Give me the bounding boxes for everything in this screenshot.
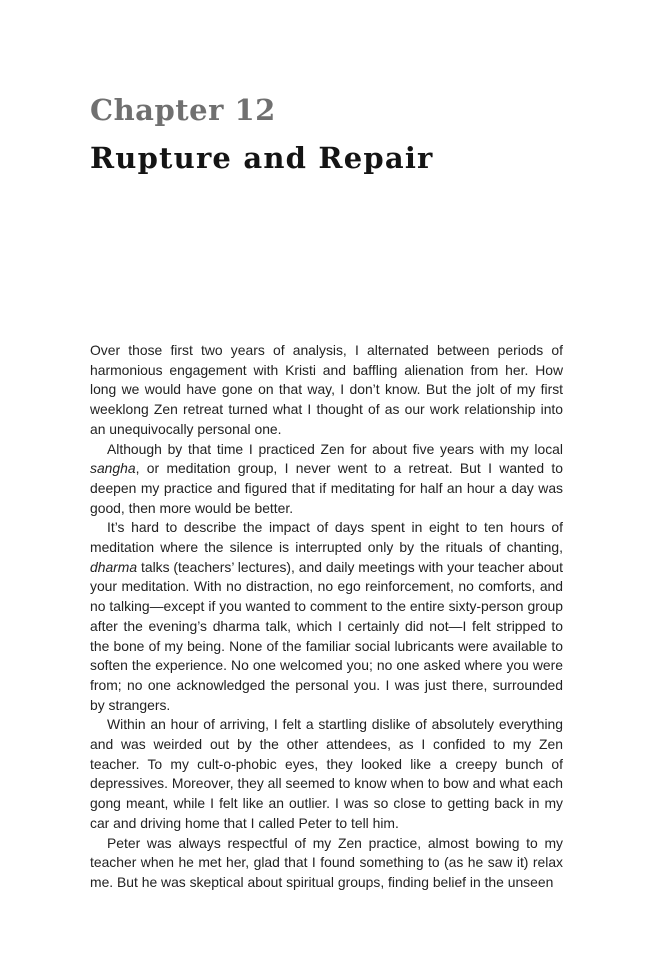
chapter-body bbox=[90, 341, 563, 893]
body-paragraph bbox=[90, 440, 563, 519]
body-paragraph bbox=[90, 518, 563, 715]
chapter-number: Chapter 12 bbox=[90, 93, 276, 127]
body-paragraph bbox=[90, 834, 563, 893]
text-run: Over those first two years of analysis, I alternated between periods of harmonious engagement with Kristi and baffling alienation from her. How long we would have gone on that way, I don’t know. But the jolt of my first weeklong Zen retreat turned what I thought of as our work relationship into an unequivocally personal one. bbox=[90, 342, 563, 437]
text-run: Peter was always respectful of my Zen practice, almost bowing to my teacher when he met her, glad that I found something to (as he saw it) relax me. But he was skeptical about spiritual groups, finding belief in the unseen bbox=[90, 834, 563, 890]
text-run: Within an hour of arriving, I felt a startling dislike of absolutely everything and was weirded out by the other attendees, as I confided to my Zen teacher. To my cult-o-phobic eyes, they looked like a creepy bunch of depressives. Moreover, they all seemed to know when to bow and what each gong meant, while I felt like an outlier. I was so close to getting back in my car and driving home that I called Peter to tell him. bbox=[90, 716, 563, 831]
italic-term: sangha bbox=[90, 460, 136, 477]
text-run: It’s hard to describe the impact of days spent in eight to ten hours of meditation where the silence is interrupted only by the rituals of chanting, bbox=[90, 519, 563, 556]
body-paragraph bbox=[90, 341, 563, 440]
text-run: Although by that time I practiced Zen for about five years with my local bbox=[107, 440, 563, 457]
italic-term: dharma bbox=[90, 558, 138, 575]
text-run: , or meditation group, I never went to a retreat. But I wanted to deepen my practice and figured that if meditating for half an hour a day was good, then more would be better. bbox=[90, 460, 563, 516]
chapter-title: Rupture and Repair bbox=[90, 141, 434, 175]
body-paragraph bbox=[90, 715, 563, 833]
text-run: talks (teachers’ lectures), and daily meetings with your teacher about your meditation. With no distraction, no ego reinforcement, no comforts, and no talking—except if you wanted to comment to the entire sixty-person group after the evening’s dharma talk, which I certainly did not—I felt stripped to the bone of my being. None of the familiar social lubricants were available to soften the experience. No one welcomed you; no one asked where you were from; no one acknowledged the personal you. I was just there, surrounded by strangers. bbox=[90, 558, 563, 713]
